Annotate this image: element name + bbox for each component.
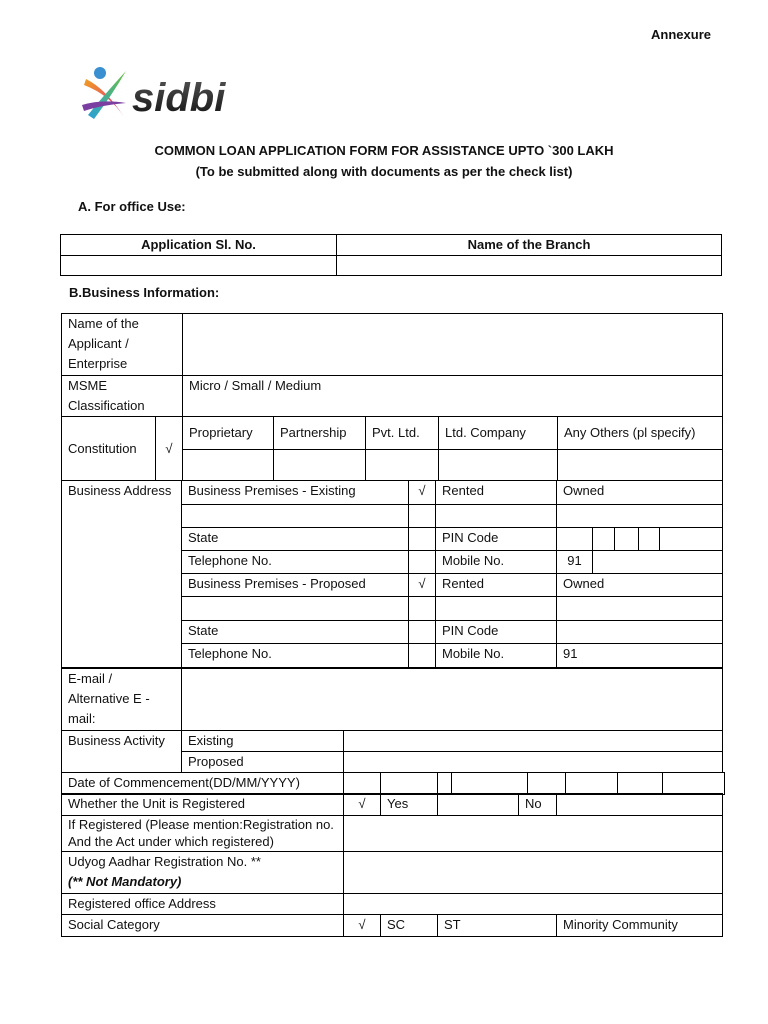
application-sl-no-header: Application Sl. No. [61,235,337,256]
business-address-label: Business Address [62,481,182,668]
date-box-y2[interactable] [566,773,618,795]
registered-no-box[interactable] [557,794,723,816]
existing-telephone-label: Telephone No. [182,551,409,574]
existing-mobile-label: Mobile No. [436,551,557,574]
pin-box-3[interactable] [615,528,639,551]
business-info-table-3 [61,793,723,937]
annexure-label: Annexure [651,27,711,42]
existing-mobile-field[interactable] [593,551,723,574]
proposed-telephone-label: Telephone No. [182,644,409,668]
constitution-label: Constitution [62,417,156,481]
udyog-aadhar-text: Udyog Aadhar Registration No. ** [68,854,261,869]
activity-existing-field[interactable] [344,731,723,752]
premises-proposed-check: √ [409,574,436,597]
constitution-others[interactable]: Any Others (pl specify) [558,417,723,450]
form-title: COMMON LOAN APPLICATION FORM FOR ASSISTANCE UPTO `300 LAKH [154,143,614,158]
existing-pin-label: PIN Code [436,528,557,551]
constitution-proprietary[interactable]: Proprietary [183,417,274,450]
premises-existing-check: √ [409,481,436,505]
registered-office-label: Registered office Address [62,894,344,915]
proposed-mobile-label: Mobile No. [436,644,557,668]
activity-proposed-field[interactable] [344,752,723,773]
email-label: E-mail / Alternative E - mail: [62,669,182,731]
social-st-option[interactable]: ST [438,915,557,937]
pin-box-5[interactable] [660,528,723,551]
date-box-y3[interactable] [618,773,663,795]
date-box-m1[interactable] [438,773,452,795]
existing-rented-option[interactable]: Rented [436,481,557,505]
applicant-name-label: Name of the Applicant / Enterprise [62,314,183,376]
commencement-table [61,772,725,795]
date-box-y4[interactable] [663,773,725,795]
premises-existing-label: Business Premises - Existing [182,481,409,505]
proposed-state-label: State [182,621,409,644]
proposed-address-field[interactable] [182,597,409,621]
premises-proposed-label: Business Premises - Proposed [182,574,409,597]
social-category-label: Social Category [62,915,344,937]
constitution-check: √ [156,417,183,481]
udyog-aadhar-label [62,852,344,894]
business-info-table-2 [61,668,723,773]
proposed-mobile-code[interactable]: 91 [557,644,723,668]
constitution-ltd-company[interactable]: Ltd. Company [439,417,558,450]
proposed-pin-field[interactable] [557,621,723,644]
pin-box-1[interactable] [557,528,593,551]
social-category-check: √ [344,915,381,937]
constitution-input-4[interactable] [439,450,558,481]
registered-question-label: Whether the Unit is Registered [62,794,344,816]
activity-existing-label: Existing [182,731,344,752]
proposed-rented-option[interactable]: Rented [436,574,557,597]
registered-no-option[interactable]: No [519,794,557,816]
commencement-date-label: Date of Commencement(DD/MM/YYYY) [62,773,344,795]
branch-name-field[interactable] [337,256,722,276]
applicant-name-field[interactable] [183,314,723,376]
email-field[interactable] [182,669,723,731]
office-use-table [60,234,722,276]
if-registered-label: If Registered (Please mention:Registration no. And the Act under which registered) [62,816,344,852]
date-box-y1[interactable] [528,773,566,795]
business-info-table-1 [61,313,723,481]
constitution-partnership[interactable]: Partnership [274,417,366,450]
registered-office-field[interactable] [344,894,723,915]
existing-address-field[interactable] [182,505,409,528]
activity-proposed-label: Proposed [182,752,344,773]
if-registered-field[interactable] [344,816,723,852]
social-minority-option[interactable]: Minority Community [557,915,723,937]
existing-state-label: State [182,528,409,551]
constitution-input-5[interactable] [558,450,723,481]
business-address-table [61,480,723,668]
sidbi-logo [80,65,260,125]
proposed-pin-label: PIN Code [436,621,557,644]
form-subtitle: (To be submitted along with documents as per the check list) [195,164,573,179]
constitution-pvt-ltd[interactable]: Pvt. Ltd. [366,417,439,450]
existing-owned-option[interactable]: Owned [557,481,723,505]
section-a-heading: A. For office Use: [78,199,186,214]
registered-yes-box[interactable] [438,794,519,816]
msme-classification-label: MSME Classification [62,376,183,417]
registered-yes-option[interactable]: Yes [381,794,438,816]
application-sl-no-field[interactable] [61,256,337,276]
registered-check: √ [344,794,381,816]
date-box-d2[interactable] [381,773,438,795]
business-activity-label: Business Activity [62,731,182,773]
pin-box-2[interactable] [593,528,615,551]
date-box-d1[interactable] [344,773,381,795]
proposed-owned-option[interactable]: Owned [557,574,723,597]
constitution-input-1[interactable] [183,450,274,481]
constitution-input-2[interactable] [274,450,366,481]
branch-name-header: Name of the Branch [337,235,722,256]
date-box-m2[interactable] [452,773,528,795]
social-sc-option[interactable]: SC [381,915,438,937]
not-mandatory-note: (** Not Mandatory) [68,874,182,889]
pin-box-4[interactable] [639,528,660,551]
constitution-input-3[interactable] [366,450,439,481]
msme-classification-value[interactable]: Micro / Small / Medium [183,376,723,417]
logo-wordmark: sidbi [132,76,226,120]
existing-mobile-code: 91 [557,551,593,574]
section-b-heading: B.Business Information: [69,285,220,300]
udyog-aadhar-field[interactable] [344,852,723,894]
